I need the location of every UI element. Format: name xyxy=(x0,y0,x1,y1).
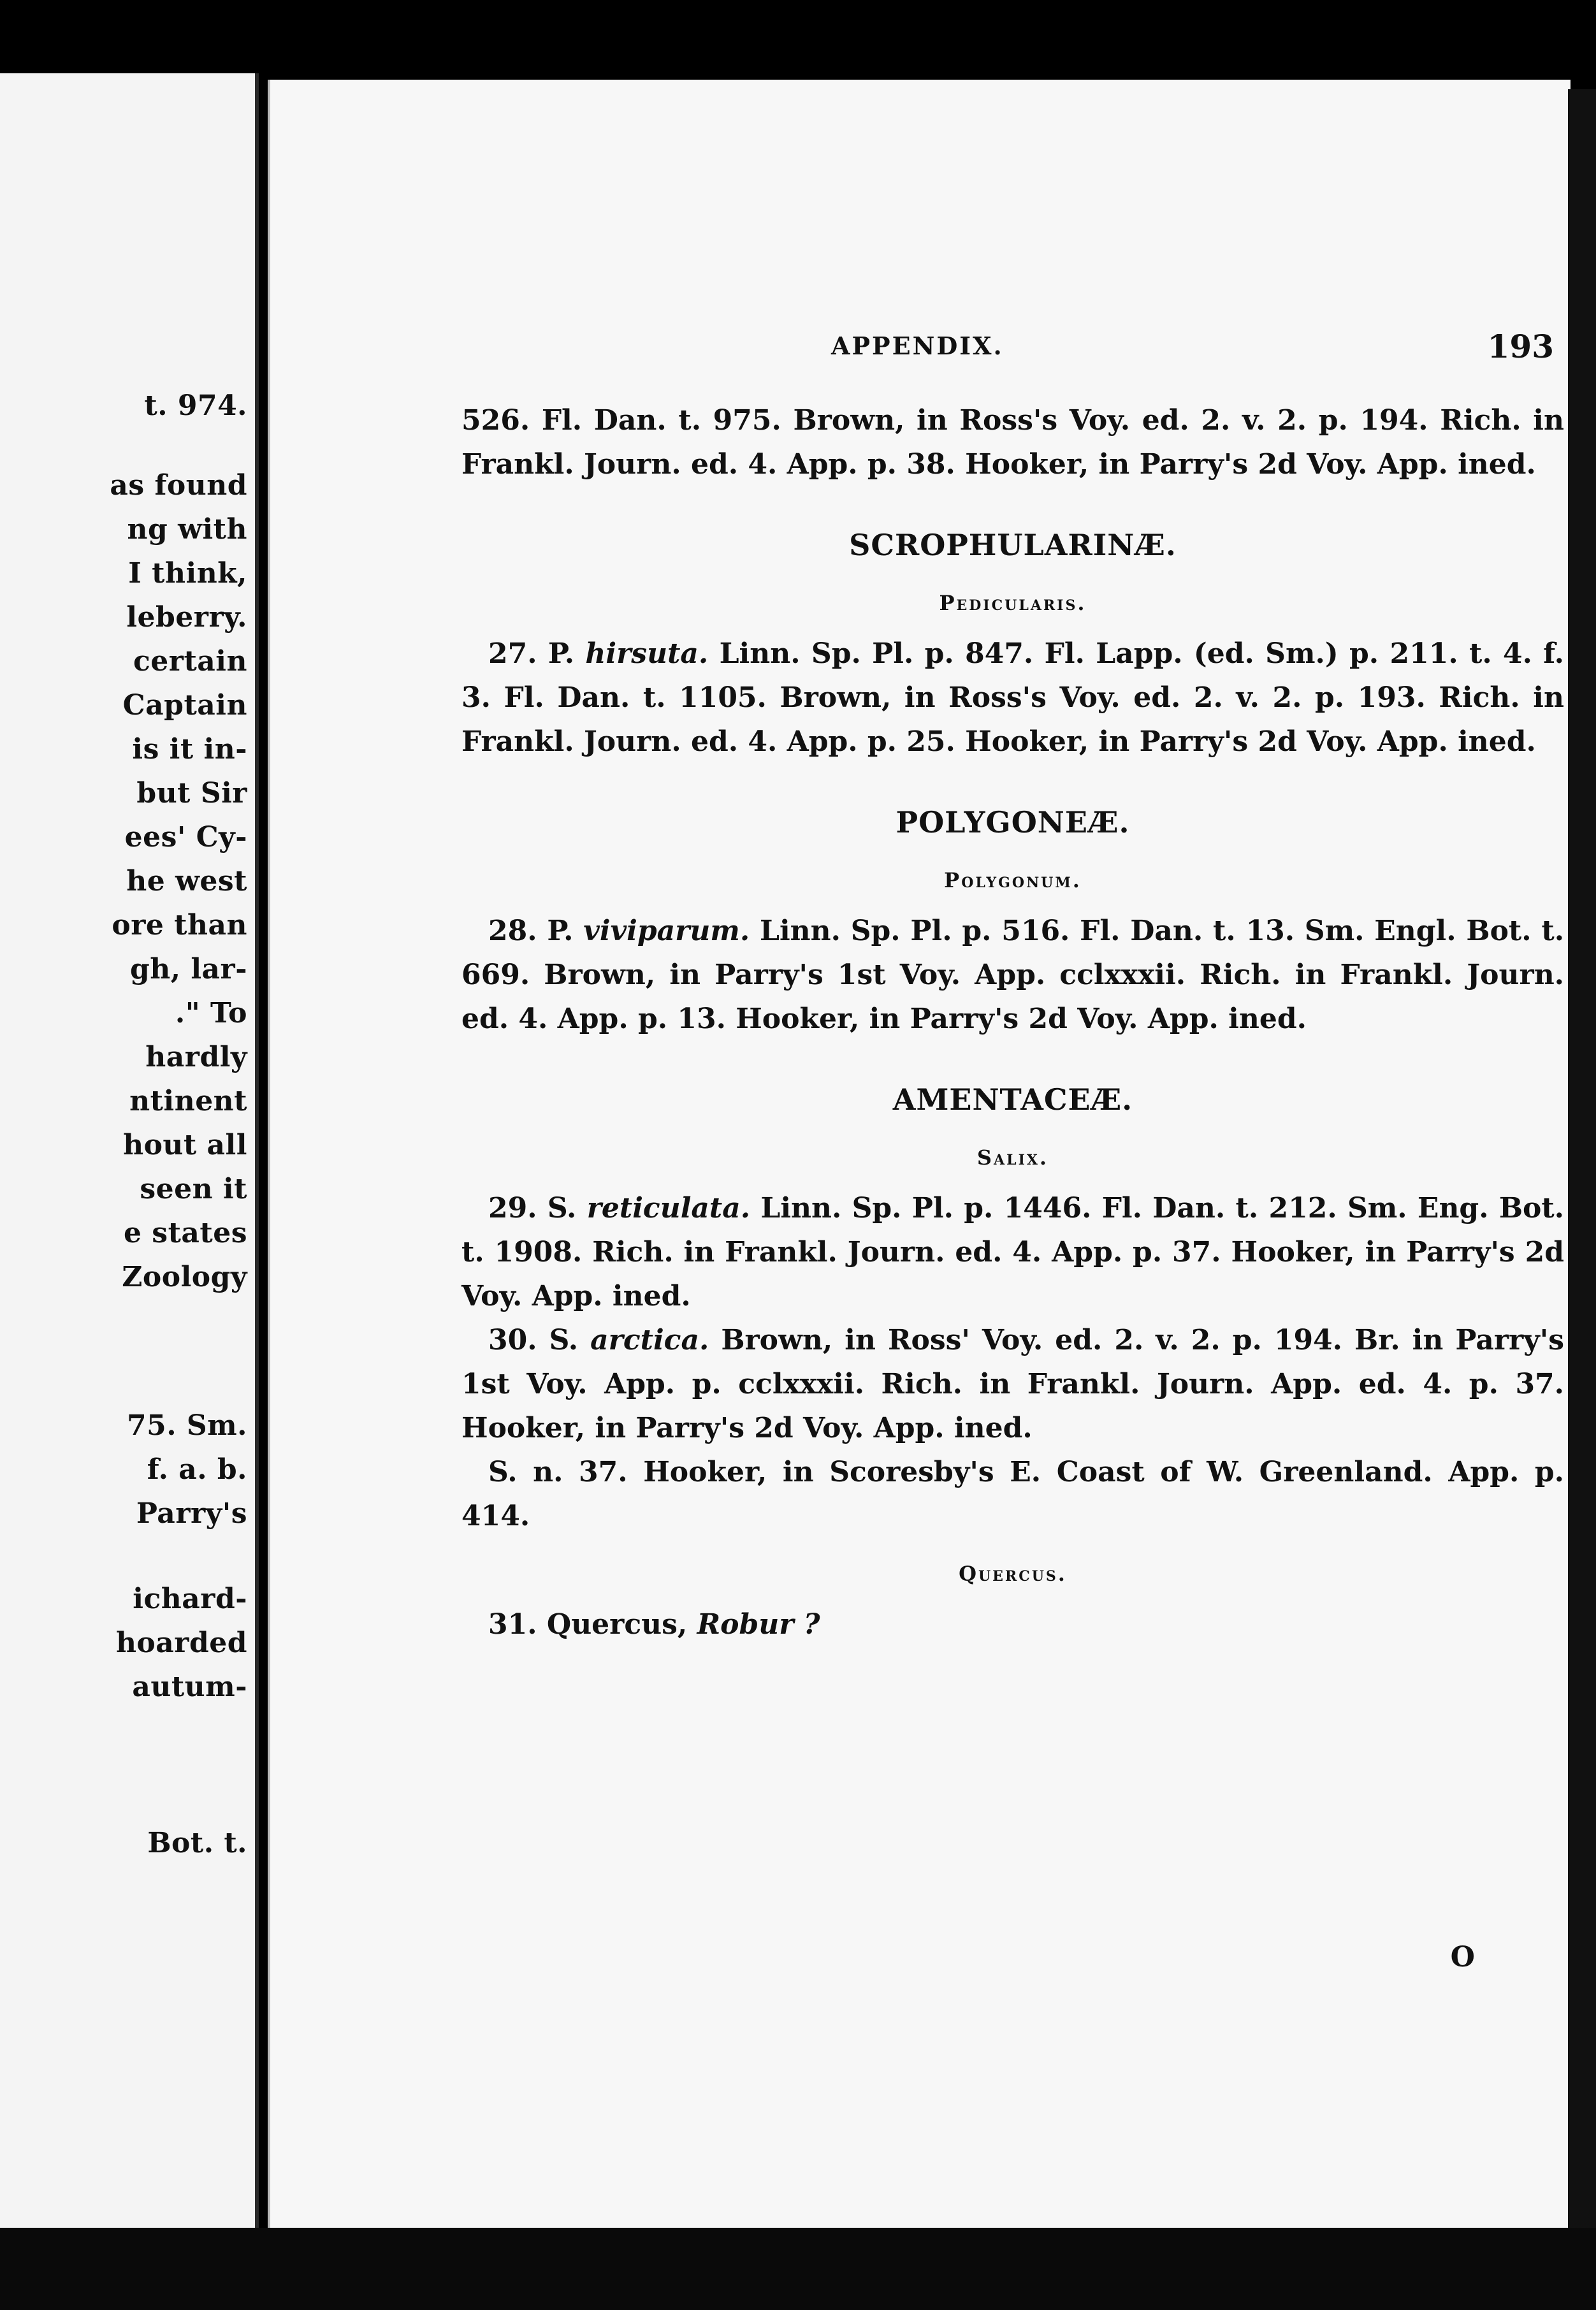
entry-number: 30. S. xyxy=(488,1324,579,1356)
species-entry-28 xyxy=(461,909,1564,1041)
genus-heading: Pedicularis. xyxy=(939,591,1087,615)
fragment-line: hoarded xyxy=(115,1627,247,1659)
page-header xyxy=(270,328,1571,370)
entry-references: Linn. Sp. Pl. p. 516. Fl. Dan. t. 13. Sm. Engl. Bot. t. 669. Brown, in Parry's 1st Voy. App. cclxxxii. Rich. in Frankl. Journ. ed. 4. App. p. 13. Hooker, in Parry's 2d Voy. App. ined. xyxy=(461,915,1565,1035)
fragment-line: f. a. b. xyxy=(147,1453,247,1486)
fragment-line: as found xyxy=(110,469,247,502)
species-epithet: hirsuta. xyxy=(585,637,709,670)
fragment-line: Captain xyxy=(122,689,247,722)
family-heading: AMENTACEÆ. xyxy=(892,1082,1133,1117)
entry-number: 29. S. xyxy=(488,1192,577,1224)
entry-number: 27. P. xyxy=(488,637,575,670)
fragment-line: gh, lar- xyxy=(129,953,247,985)
fragment-line: certain xyxy=(133,645,247,678)
scan-border-right xyxy=(1568,89,1596,2276)
fragment-line: ore than xyxy=(112,909,247,941)
book-page xyxy=(268,80,1571,2234)
fragment-line: he west xyxy=(126,865,247,897)
fragment-line: I think, xyxy=(128,557,247,590)
page-number: 193 xyxy=(1487,328,1554,365)
genus-heading: Polygonum. xyxy=(944,868,1082,892)
fragment-line: e states xyxy=(123,1217,247,1249)
fragment-line: leberry. xyxy=(126,601,247,634)
fragment-line: Bot. t. xyxy=(147,1827,247,1859)
species-entry-27 xyxy=(461,632,1564,764)
fragment-line: but Sir xyxy=(136,777,247,810)
species-epithet: Robur ? xyxy=(697,1608,820,1641)
signature-mark: O xyxy=(1450,1941,1475,1973)
fragment-line: seen it xyxy=(140,1173,247,1205)
synonym-entry: S. n. 37. Hooker, in Scoresby's E. Coast of W. Greenland. App. p. 414. xyxy=(461,1456,1564,1532)
species-entry-30 xyxy=(461,1318,1564,1450)
fragment-line: ng with xyxy=(127,513,247,546)
fragment-line: Parry's xyxy=(136,1497,247,1530)
species-epithet: arctica. xyxy=(590,1324,709,1356)
entry-number: 31. Quercus, xyxy=(488,1608,688,1641)
continued-entry: 526. Fl. Dan. t. 975. Brown, in Ross's Voy. ed. 2. v. 2. p. 194. Rich. in Frankl. Journ. ed. 4. App. p. 38. Hooker, in Parry's 2d Voy. App. ined. xyxy=(461,404,1564,481)
running-head: APPENDIX. xyxy=(831,331,1004,360)
fragment-line: is it in- xyxy=(132,733,247,766)
fragment-line: t. 974. xyxy=(144,389,247,422)
entry-references: Brown, in Ross' Voy. ed. 2. v. 2. p. 194. Br. in Parry's 1st Voy. App. p. cclxxxii. Rich. in Frankl. Journ. App. ed. 4. p. 37. Hooker, in Parry's 2d Voy. App. ined. xyxy=(461,1324,1564,1444)
fragment-line: autum- xyxy=(132,1671,247,1703)
family-heading: SCROPHULARINÆ. xyxy=(849,528,1177,562)
entry-number: 28. P. xyxy=(488,915,574,947)
entry-references: Linn. Sp. Pl. p. 1446. Fl. Dan. t. 212. Sm. Eng. Bot. t. 1908. Rich. in Frankl. Journ. ed. 4. App. p. 37. Hooker, in Parry's 2d Voy. App. ined. xyxy=(461,1192,1564,1312)
species-entry-31 xyxy=(461,1602,1564,1646)
fragment-line: hout all xyxy=(123,1129,247,1161)
species-epithet: reticulata. xyxy=(586,1192,751,1224)
fragment-line: ees' Cy- xyxy=(124,821,247,854)
fragment-line: ichard- xyxy=(133,1583,247,1615)
family-heading: POLYGONEÆ. xyxy=(896,805,1130,839)
facing-page-fragment xyxy=(0,73,259,2228)
genus-heading: Salix. xyxy=(976,1145,1049,1170)
species-epithet: viviparum. xyxy=(583,915,750,947)
page-body xyxy=(461,398,1564,1646)
fragment-line: hardly xyxy=(145,1041,247,1073)
fragment-line: ." To xyxy=(175,997,247,1029)
fragment-line: ntinent xyxy=(129,1085,247,1117)
species-entry-29 xyxy=(461,1186,1564,1318)
fragment-line: Zoology xyxy=(122,1261,247,1293)
fragment-line: 75. Sm. xyxy=(126,1409,247,1442)
scan-border-bottom xyxy=(0,2228,1596,2310)
genus-heading: Quercus. xyxy=(959,1562,1067,1586)
entry-references: Linn. Sp. Pl. p. 847. Fl. Lapp. (ed. Sm.) p. 211. t. 4. f. 3. Fl. Dan. t. 1105. Brown, in Ross's Voy. ed. 2. v. 2. p. 193. Rich. in Frankl. Journ. ed. 4. App. p. 25. Hooker, in Parry's 2d Voy. App. ined. xyxy=(461,637,1564,758)
